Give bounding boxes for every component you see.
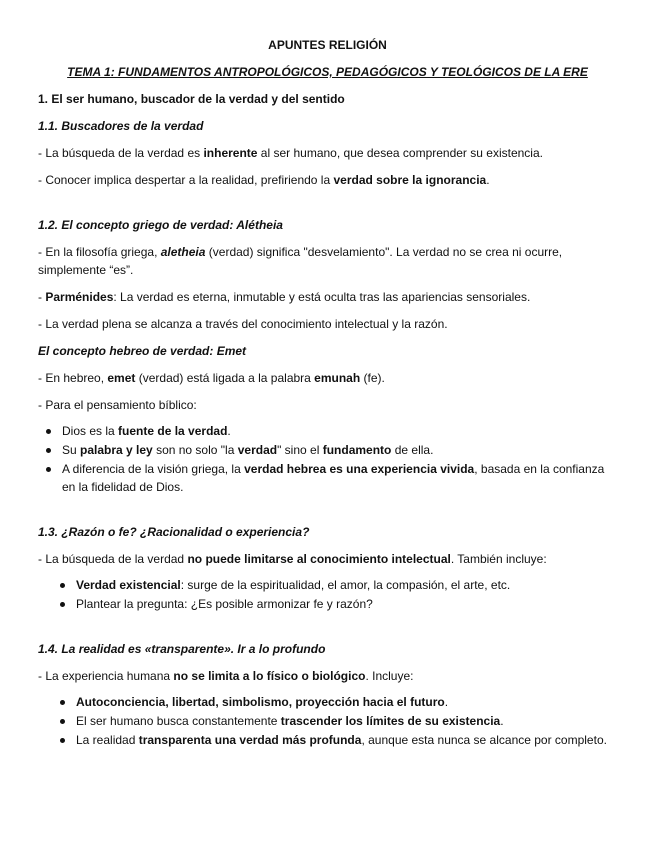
list-item: Verdad existencial: surge de la espiritualidad, el amor, la compasión, el arte, etc. xyxy=(38,576,617,594)
section-1-3-paragraph-1: - La búsqueda de la verdad no puede limitarse al conocimiento intelectual. También incluye: xyxy=(38,552,547,566)
list-item: Dios es la fuente de la verdad. xyxy=(38,422,617,440)
section-1-4-title: 1.4. La realidad es «transparente». Ir a lo profundo xyxy=(38,642,326,656)
list-item: Plantear la pregunta: ¿Es posible armonizar fe y razón? xyxy=(38,595,617,613)
section-1-1-paragraph-1: - La búsqueda de la verdad es inherente al ser humano, que desea comprender su existencia. xyxy=(38,146,543,160)
biblical-thought-list xyxy=(38,422,617,496)
hebrew-concept-title: El concepto hebreo de verdad: Emet xyxy=(38,344,247,358)
section-1-2-title: 1.2. El concepto griego de verdad: Alétheia xyxy=(38,218,283,232)
document-title: APUNTES RELIGIÓN xyxy=(268,38,387,52)
list-item: Su palabra y ley son no solo "la verdad" sino el fundamento de ella. xyxy=(38,441,617,459)
section-1-4-paragraph-1: - La experiencia humana no se limita a lo físico o biológico. Incluye: xyxy=(38,669,414,683)
section-1-3-title: 1.3. ¿Razón o fe? ¿Racionalidad o experiencia? xyxy=(38,525,310,539)
section-1-4-list xyxy=(38,693,617,749)
section-1-2-paragraph-3: - La verdad plena se alcanza a través del conocimiento intelectual y la razón. xyxy=(38,317,448,331)
section-1-title: 1. El ser humano, buscador de la verdad y del sentido xyxy=(38,92,345,106)
list-item: Autoconciencia, libertad, simbolismo, proyección hacia el futuro. xyxy=(38,693,617,711)
section-1-2-paragraph-4: - En hebreo, emet (verdad) está ligada a la palabra emunah (fe). xyxy=(38,371,385,385)
document-subtitle: TEMA 1: FUNDAMENTOS ANTROPOLÓGICOS, PEDAGÓGICOS Y TEOLÓGICOS DE LA ERE xyxy=(67,65,588,79)
section-1-2-paragraph-1: - En la filosofía griega, aletheia (verdad) significa "desvelamiento". La verdad no se crea ni ocurre, simplemente “es”. xyxy=(38,245,563,277)
section-1-3-list xyxy=(38,576,617,613)
section-1-1-title: 1.1. Buscadores de la verdad xyxy=(38,119,204,133)
list-item: El ser humano busca constantemente trascender los límites de su existencia. xyxy=(38,712,617,730)
section-1-2-paragraph-2: - Parménides: La verdad es eterna, inmutable y está oculta tras las apariencias sensoriales. xyxy=(38,290,531,304)
list-item: A diferencia de la visión griega, la verdad hebrea es una experiencia vivida, basada en la confianza en la fidelidad de Dios. xyxy=(38,460,617,496)
section-1-1-paragraph-2: - Conocer implica despertar a la realidad, prefiriendo la verdad sobre la ignorancia. xyxy=(38,173,490,187)
section-1-2-paragraph-5: - Para el pensamiento bíblico: xyxy=(38,398,197,412)
list-item: La realidad transparenta una verdad más profunda, aunque esta nunca se alcance por completo. xyxy=(38,731,617,749)
